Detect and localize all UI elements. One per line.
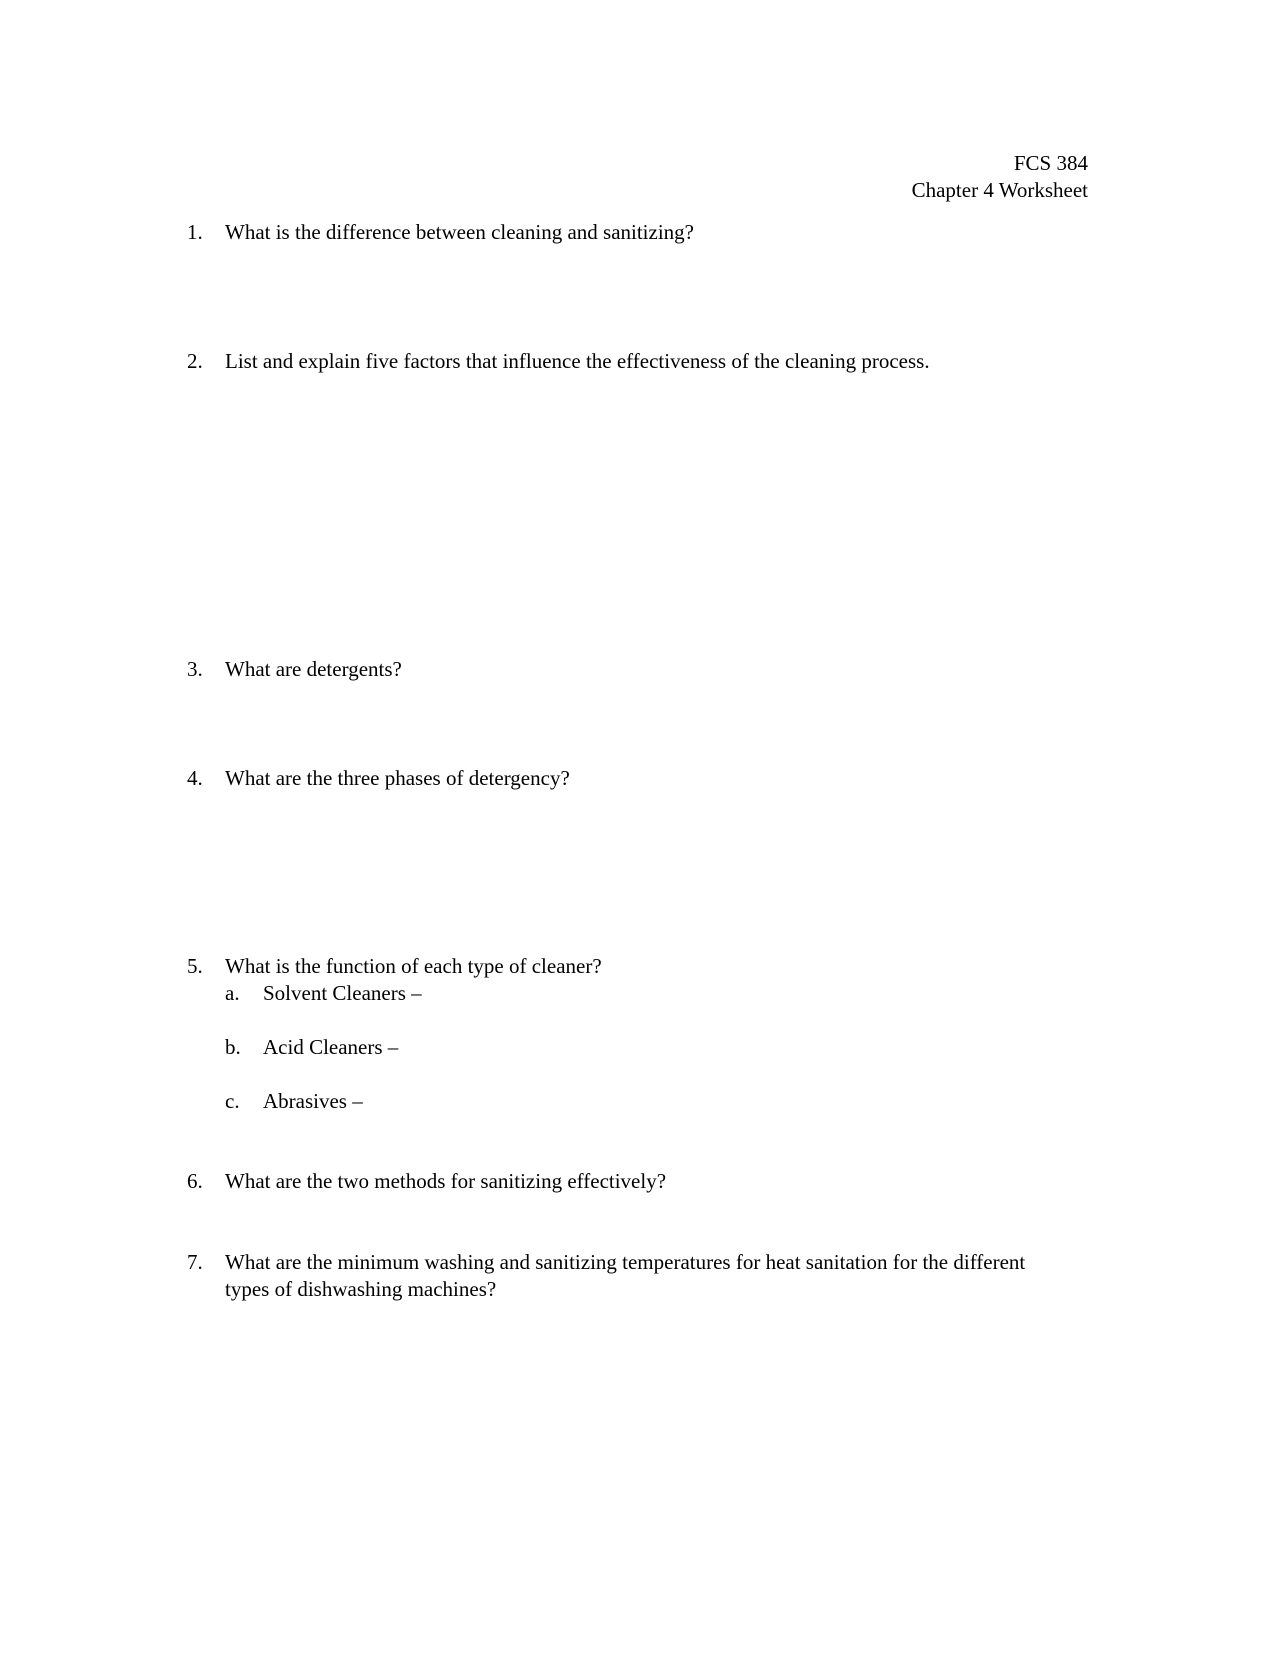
question-number: 5.: [187, 954, 203, 978]
subitem-letter: c.: [225, 1089, 240, 1113]
question-text: What are the two methods for sanitizing effectively?: [225, 1169, 667, 1193]
question-text: What is the function of each type of cleaner?: [225, 954, 602, 978]
subitem-letter: a.: [225, 981, 240, 1005]
question-text: What are the three phases of detergency?: [225, 766, 570, 790]
question-number: 6.: [187, 1169, 203, 1193]
worksheet-title: Chapter 4 Worksheet: [911, 178, 1088, 202]
question-number: 7.: [187, 1250, 203, 1274]
question-text: List and explain five factors that influence the effectiveness of the cleaning process.: [225, 349, 930, 373]
question-number: 1.: [187, 220, 203, 244]
subitem-text: Abrasives –: [263, 1089, 363, 1113]
course-code: FCS 384: [1013, 151, 1088, 175]
subitem-text: Solvent Cleaners –: [263, 981, 422, 1005]
question-number: 2.: [187, 349, 203, 373]
question-text: What are the minimum washing and sanitizing temperatures for heat sanitation for the different types of dishwashing machines?: [225, 1250, 1026, 1301]
subitem-text: Acid Cleaners –: [263, 1035, 399, 1059]
question-text: What is the difference between cleaning and sanitizing?: [225, 220, 694, 244]
document-header: [912, 150, 1088, 204]
question-number: 3.: [187, 657, 203, 681]
question-text: What are detergents?: [225, 657, 402, 681]
question-number: 4.: [187, 766, 203, 790]
subitem-letter: b.: [225, 1035, 241, 1059]
